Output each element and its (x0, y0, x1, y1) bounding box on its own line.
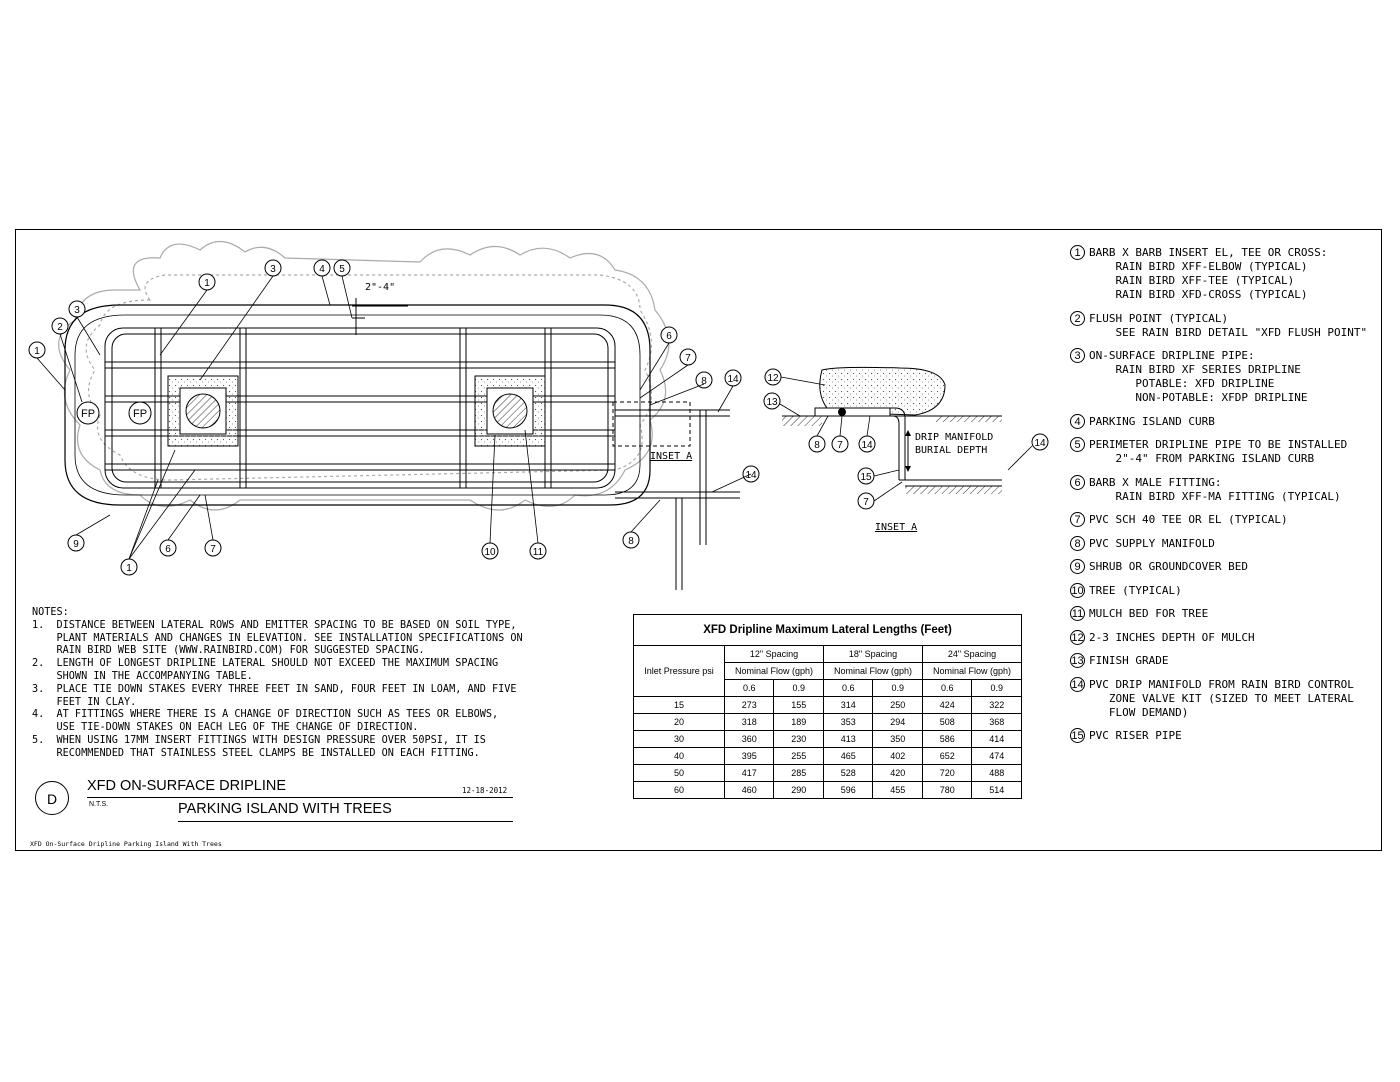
section-inset-a (782, 367, 1002, 494)
legend (1070, 246, 1390, 753)
note-line: SHOWN IN THE ACCOMPANYING TABLE. (32, 670, 253, 682)
legend-text: RAIN BIRD XF SERIES DRIPLINE (1089, 363, 1301, 376)
svg-text:10: 10 (484, 547, 496, 558)
legend-number: 15 (1071, 730, 1084, 742)
length-cell: 155 (774, 697, 824, 714)
note-line: RECOMMENDED THAT STAINLESS STEEL CLAMPS BE INSTALLED ON EACH FITTING. (32, 747, 480, 759)
detail-scale: N.T.S. (89, 801, 109, 808)
flow-value: 0.9 (972, 680, 1022, 697)
legend-text: PVC DRIP MANIFOLD FROM RAIN BIRD CONTROL (1089, 677, 1354, 691)
legend-item (1070, 476, 1390, 504)
legend-item (1070, 349, 1390, 405)
length-cell: 424 (922, 697, 971, 714)
legend-text: PVC SUPPLY MANIFOLD (1089, 536, 1215, 550)
svg-text:5: 5 (339, 264, 345, 275)
length-cell: 780 (922, 782, 971, 799)
legend-text: RAIN BIRD XFF-ELBOW (TYPICAL) (1089, 260, 1308, 273)
note-line: 1. DISTANCE BETWEEN LATERAL ROWS AND EMITTER SPACING TO BE BASED ON SOIL TYPE, (32, 619, 517, 631)
length-cell: 420 (873, 765, 923, 782)
length-cell: 586 (922, 731, 971, 748)
legend-item (1070, 438, 1390, 466)
length-cell: 322 (972, 697, 1022, 714)
flow-value: 0.9 (774, 680, 824, 697)
length-cell: 395 (725, 748, 774, 765)
note-line: FEET IN CLAY. (32, 696, 137, 708)
length-cell: 455 (873, 782, 923, 799)
section-label-line1: DRIP MANIFOLD (915, 432, 994, 443)
legend-text: ZONE VALVE KIT (SIZED TO MEET LATERAL (1089, 691, 1354, 705)
legend-text: SEE RAIN BIRD DETAIL "XFD FLUSH POINT" (1089, 325, 1368, 339)
detail-letter: D (35, 781, 69, 815)
svg-text:7: 7 (210, 544, 216, 555)
svg-text:12: 12 (767, 373, 779, 384)
svg-text:8: 8 (628, 536, 634, 547)
legend-item (1070, 415, 1390, 429)
parking-island-curb (65, 305, 650, 505)
svg-text:15: 15 (860, 472, 872, 483)
pressure-cell: 20 (634, 714, 725, 731)
legend-text: FINISH GRADE (1089, 654, 1169, 667)
legend-text: BARB X BARB INSERT EL, TEE OR CROSS: (1089, 246, 1328, 259)
length-cell: 368 (972, 714, 1022, 731)
legend-number: 14 (1071, 678, 1084, 691)
length-cell: 189 (774, 714, 824, 731)
length-cell: 350 (873, 731, 923, 748)
length-cell: 596 (823, 782, 872, 799)
table-row (634, 782, 1022, 799)
subtitle-rule (178, 821, 513, 822)
svg-text:6: 6 (165, 544, 171, 555)
legend-number: 12 (1071, 631, 1084, 644)
legend-text: POTABLE: XFD DRIPLINE (1089, 377, 1275, 390)
legend-number: 2 (1070, 311, 1085, 326)
svg-text:9: 9 (73, 539, 79, 550)
legend-item (1070, 537, 1390, 551)
flow-header: Nominal Flow (gph) (922, 663, 1021, 680)
spacing-header: 24" Spacing (922, 646, 1021, 663)
plan-inset-label: INSET A (650, 451, 693, 462)
legend-number: 10 (1071, 584, 1084, 597)
svg-text:1: 1 (34, 346, 40, 357)
flow-value: 0.6 (823, 680, 872, 697)
legend-number: 8 (1070, 536, 1085, 551)
legend-item (1070, 560, 1390, 574)
title-rule (87, 797, 513, 798)
length-cell: 652 (922, 748, 971, 765)
legend-text: PVC SCH 40 TEE OR EL (TYPICAL) (1089, 513, 1288, 526)
legend-text: PARKING ISLAND CURB (1089, 414, 1215, 428)
notes-heading: NOTES: (32, 607, 69, 618)
svg-text:1: 1 (204, 278, 210, 289)
legend-text: BARB X MALE FITTING: (1089, 475, 1222, 489)
svg-text:3: 3 (270, 264, 276, 275)
legend-text: FLUSH POINT (TYPICAL) (1089, 311, 1229, 325)
note-line: RAIN BIRD WEB SITE (WWW.RAINBIRD.COM) FOR SUGGESTED SPACING. (32, 645, 425, 657)
detail-date: 12-18-2012 (462, 786, 508, 795)
svg-text:1: 1 (126, 563, 132, 574)
length-cell: 465 (823, 748, 872, 765)
length-cell: 508 (922, 714, 971, 731)
legend-item (1070, 513, 1390, 527)
detail-title: XFD ON-SURFACE DRIPLINE (87, 778, 286, 794)
length-cell: 720 (922, 765, 971, 782)
section-label-line2: BURIAL DEPTH (915, 445, 988, 456)
legend-number: 6 (1070, 475, 1085, 490)
length-cell: 290 (774, 782, 824, 799)
note-line: PLANT MATERIALS AND CHANGES IN ELEVATION. SEE INSTALLATION SPECIFICATIONS ON (32, 632, 523, 644)
length-cell: 318 (725, 714, 774, 731)
svg-text:6: 6 (666, 331, 672, 342)
legend-text: PVC RISER PIPE (1089, 729, 1182, 742)
detail-subtitle: PARKING ISLAND WITH TREES (178, 801, 392, 817)
length-cell: 230 (774, 731, 824, 748)
svg-text:14: 14 (727, 374, 739, 385)
flow-value: 0.6 (922, 680, 971, 697)
section-title: INSET A (875, 522, 918, 533)
note-line: 5. WHEN USING 17MM INSERT FITTINGS WITH DESIGN PRESSURE OVER 50PSI, IT IS (32, 734, 486, 746)
offset-dimension (352, 298, 408, 335)
svg-text:14: 14 (861, 440, 873, 451)
flow-value: 0.9 (873, 680, 923, 697)
legend-item (1070, 246, 1390, 302)
flow-value: 0.6 (725, 680, 774, 697)
svg-text:8: 8 (701, 376, 707, 387)
legend-number: 13 (1071, 655, 1084, 667)
svg-text:14: 14 (1034, 438, 1046, 449)
legend-number: 5 (1070, 437, 1085, 452)
notes (32, 607, 592, 761)
flow-header: Nominal Flow (gph) (823, 663, 922, 680)
length-cell: 255 (774, 748, 824, 765)
legend-text: 2-3 INCHES DEPTH OF MULCH (1089, 630, 1255, 644)
note-line: 3. PLACE TIE DOWN STAKES EVERY THREE FEET IN SAND, FOUR FEET IN LOAM, AND FIVE (32, 683, 517, 695)
table-row (634, 714, 1022, 731)
flush-point-right (129, 402, 151, 424)
table-row-header: Inlet Pressure psi (634, 646, 725, 697)
table-row (634, 697, 1022, 714)
svg-text:8: 8 (814, 440, 820, 451)
length-cell: 414 (972, 731, 1022, 748)
svg-text:7: 7 (837, 440, 843, 451)
svg-text:FP: FP (132, 408, 148, 420)
legend-number: 3 (1070, 348, 1085, 363)
length-cell: 474 (972, 748, 1022, 765)
pressure-cell: 40 (634, 748, 725, 765)
parking-island-curb-inner (75, 315, 640, 495)
length-cell: 514 (972, 782, 1022, 799)
lateral-length-table (633, 614, 1022, 799)
note-line: 4. AT FITTINGS WHERE THERE IS A CHANGE OF DIRECTION SUCH AS TEES OR ELBOWS, (32, 709, 499, 721)
svg-text:2: 2 (57, 322, 63, 333)
note-line: 2. LENGTH OF LONGEST DRIPLINE LATERAL SHOULD NOT EXCEED THE MAXIMUM SPACING (32, 658, 499, 670)
tree-mulch-bed-right (475, 376, 545, 446)
length-cell: 250 (873, 697, 923, 714)
legend-item (1070, 729, 1390, 743)
tree-mulch-bed-left (168, 376, 238, 446)
svg-text:FP: FP (80, 408, 96, 420)
dimension-label: 2"-4" (365, 282, 396, 293)
legend-item (1070, 654, 1390, 668)
table-row (634, 748, 1022, 765)
svg-text:14: 14 (745, 470, 757, 481)
svg-text:13: 13 (766, 397, 778, 408)
length-cell: 402 (873, 748, 923, 765)
svg-text:3: 3 (74, 305, 80, 316)
table-title: XFD Dripline Maximum Lateral Lengths (Feet) (634, 615, 1022, 646)
pressure-cell: 60 (634, 782, 725, 799)
spacing-header: 18" Spacing (823, 646, 922, 663)
legend-text: ON-SURFACE DRIPLINE PIPE: (1089, 349, 1255, 362)
length-cell: 294 (873, 714, 923, 731)
legend-text: RAIN BIRD XFF-TEE (TYPICAL) (1089, 274, 1295, 287)
title-block (30, 775, 520, 825)
legend-number: 11 (1071, 608, 1084, 620)
svg-text:4: 4 (319, 264, 325, 275)
legend-text: MULCH BED FOR TREE (1089, 607, 1209, 620)
table-row (634, 731, 1022, 748)
legend-text: SHRUB OR GROUNDCOVER BED (1089, 560, 1248, 573)
flow-header: Nominal Flow (gph) (725, 663, 824, 680)
legend-item (1070, 584, 1390, 598)
legend-number: 7 (1070, 512, 1085, 527)
length-cell: 360 (725, 731, 774, 748)
note-line: USE TIE-DOWN STAKES ON EACH LEG OF THE CHANGE OF DIRECTION. (32, 722, 419, 734)
spacing-header: 12" Spacing (725, 646, 824, 663)
legend-text: NON-POTABLE: XFDP DRIPLINE (1089, 391, 1308, 404)
flush-point-left (77, 402, 99, 424)
table-row (634, 765, 1022, 782)
legend-text: RAIN BIRD XFD-CROSS (TYPICAL) (1089, 288, 1308, 301)
legend-text: 2"-4" FROM PARKING ISLAND CURB (1089, 452, 1315, 465)
length-cell: 460 (725, 782, 774, 799)
svg-text:11: 11 (532, 547, 544, 558)
svg-text:7: 7 (863, 497, 869, 508)
legend-item (1070, 678, 1390, 720)
legend-text: PERIMETER DRIPLINE PIPE TO BE INSTALLED (1089, 438, 1348, 451)
legend-item (1070, 312, 1390, 340)
legend-item (1070, 631, 1390, 645)
pressure-cell: 15 (634, 697, 725, 714)
legend-text: FLOW DEMAND) (1089, 705, 1189, 719)
plan-and-section-drawing (0, 0, 1060, 610)
legend-item (1070, 607, 1390, 621)
pressure-cell: 50 (634, 765, 725, 782)
length-cell: 413 (823, 731, 872, 748)
length-cell: 488 (972, 765, 1022, 782)
length-cell: 417 (725, 765, 774, 782)
length-cell: 285 (774, 765, 824, 782)
legend-text: RAIN BIRD XFF-MA FITTING (TYPICAL) (1089, 489, 1341, 503)
length-cell: 273 (725, 697, 774, 714)
length-cell: 528 (823, 765, 872, 782)
svg-text:7: 7 (685, 353, 691, 364)
pressure-cell: 30 (634, 731, 725, 748)
legend-text: TREE (TYPICAL) (1089, 583, 1182, 597)
length-cell: 353 (823, 714, 872, 731)
legend-number: 4 (1070, 414, 1085, 429)
legend-number: 9 (1070, 559, 1085, 574)
legend-number: 1 (1070, 245, 1085, 260)
supply-manifold (613, 402, 740, 590)
file-label: XFD On-Surface Dripline Parking Island With Trees (30, 840, 222, 848)
length-cell: 314 (823, 697, 872, 714)
